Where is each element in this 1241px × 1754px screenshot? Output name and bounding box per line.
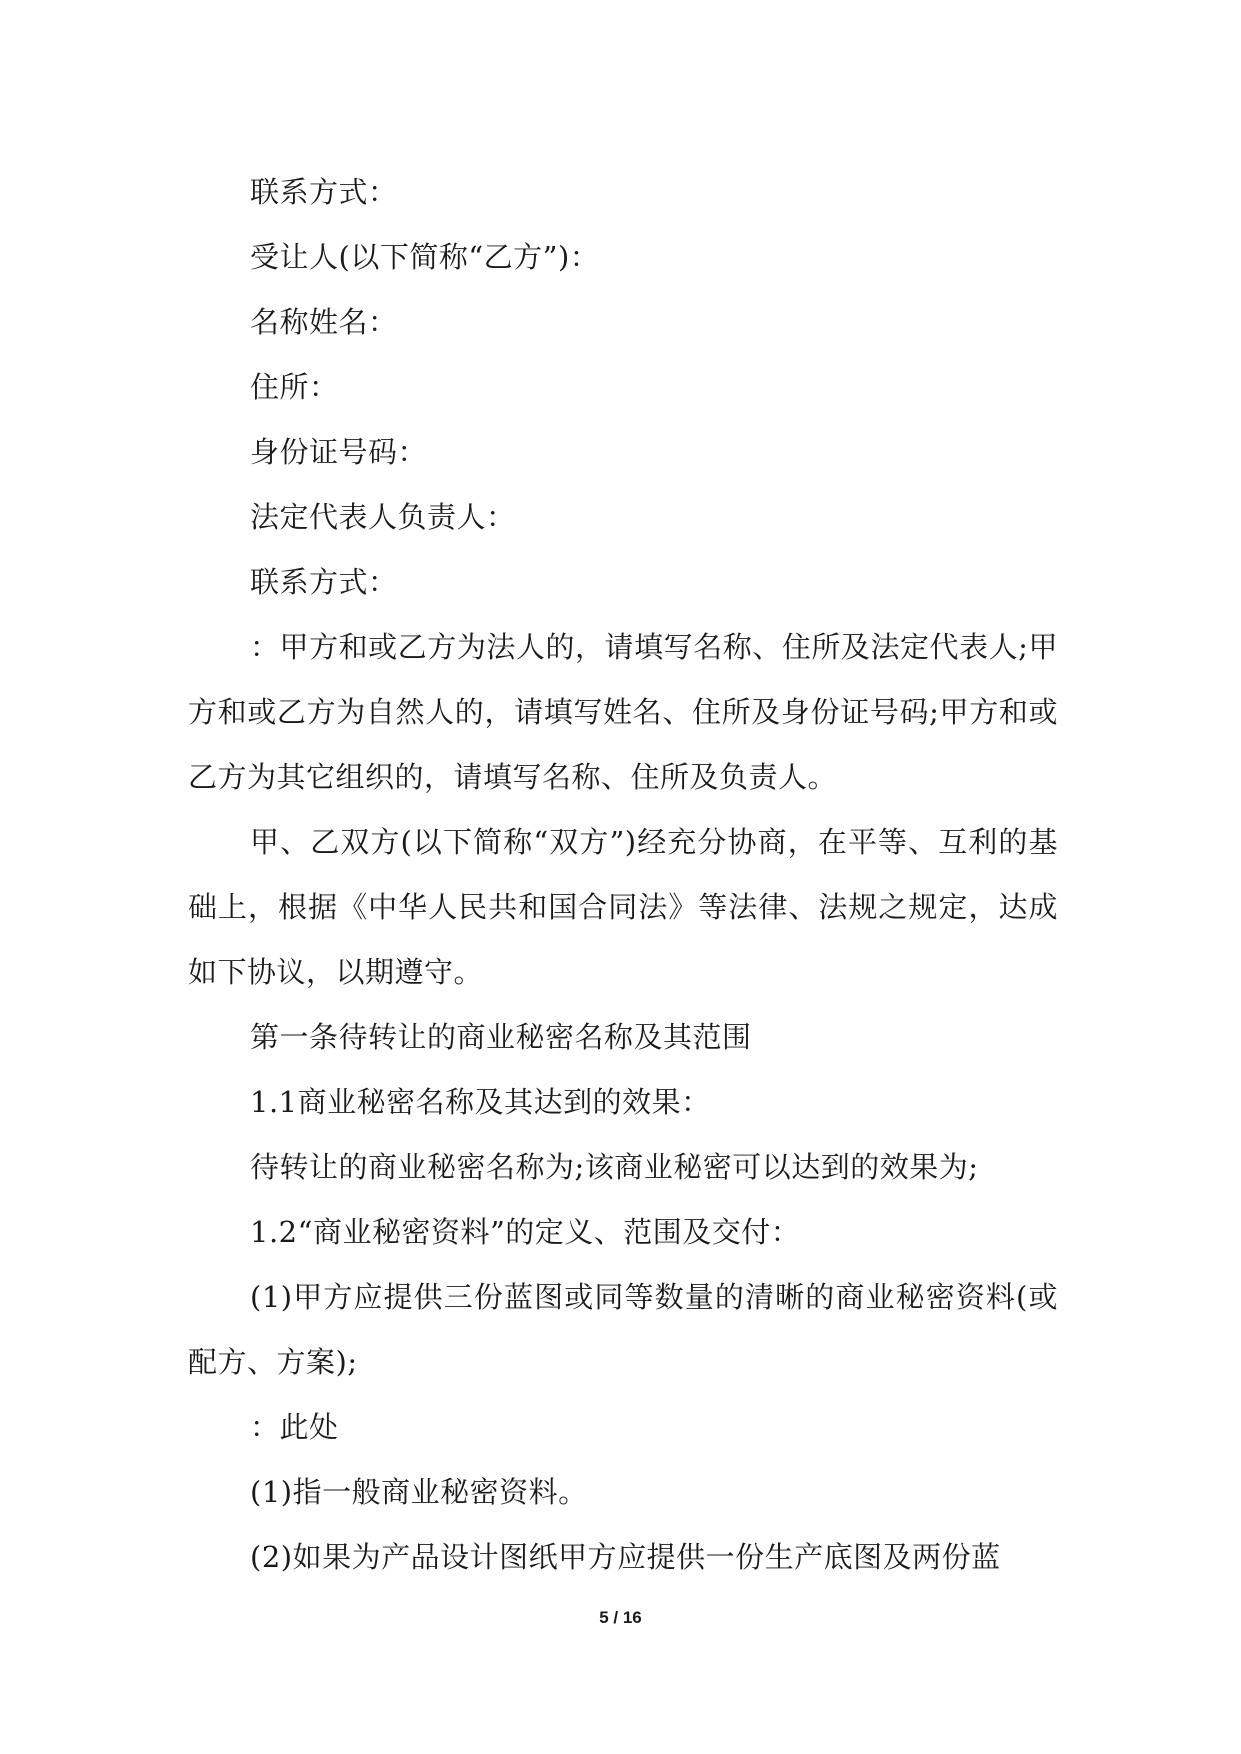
paragraph-note: ：甲方和或乙方为法人的，请填写名称、住所及法定代表人;甲方和或乙方为自然人的，请填写姓名、住所及身份证号码;甲方和或乙方为其它组织的，请填写名称、住所及负责人。 <box>188 630 1058 794</box>
paragraph-legal-representative: 法定代表人负责人： <box>250 500 516 534</box>
paragraph-item-1: (1)甲方应提供三份蓝图或同等数量的清晰的商业秘密资料(或配方、方案); <box>188 1280 1058 1379</box>
paragraph-article-one: 第一条待转让的商业秘密名称及其范围 <box>250 1020 752 1054</box>
paragraph-transferee-heading: 受让人(以下简称“乙方”)： <box>250 240 600 274</box>
paragraph-address: 住所： <box>250 370 339 404</box>
paragraph-item-2: (2)如果为产品设计图纸甲方应提供一份生产底图及两份蓝 <box>250 1540 1001 1574</box>
paragraph-contact-a: 联系方式： <box>250 175 398 209</box>
paragraph-secret-name: 待转让的商业秘密名称为;该商业秘密可以达到的效果为; <box>250 1150 979 1184</box>
paragraph-general-materials: (1)指一般商业秘密资料。 <box>250 1475 588 1509</box>
paragraph-here: ：此处 <box>250 1410 339 1444</box>
paragraph-contact-b: 联系方式： <box>250 565 398 599</box>
page-number: 5 / 16 <box>599 1608 642 1627</box>
paragraph-agreement: 甲、乙双方(以下简称“双方”)经充分协商，在平等、互利的基础上，根据《中华人民共和国合同法》等法律、法规之规定，达成如下协议，以期遵守。 <box>188 825 1058 989</box>
paragraph-name: 名称姓名： <box>250 305 398 339</box>
paragraph-1-2: 1.2“商业秘密资料”的定义、范围及交付： <box>250 1215 801 1249</box>
document-body <box>188 160 1058 1590</box>
paragraph-id-number: 身份证号码： <box>250 435 428 469</box>
paragraph-1-1: 1.1商业秘密名称及其达到的效果： <box>250 1085 711 1119</box>
